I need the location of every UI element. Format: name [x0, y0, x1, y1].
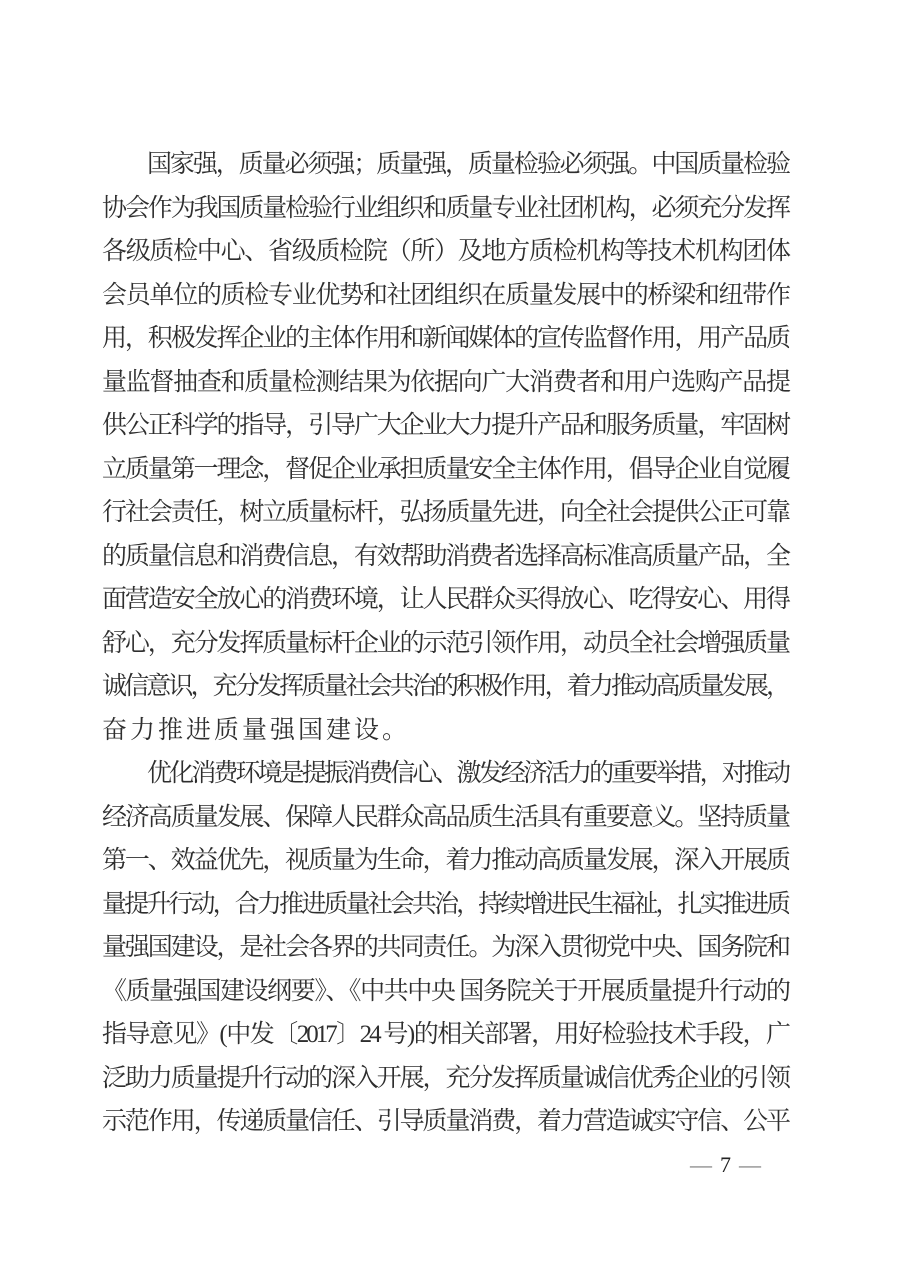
page-number-dash-right: —: [739, 1152, 761, 1177]
text-line: 行社会责任，树立质量标杆，弘扬质量先进，向全社会提供公正可靠: [102, 499, 788, 526]
text-line: 奋力推进质量强国建设。: [102, 716, 411, 744]
page-number-dash-left: —: [690, 1152, 712, 1177]
page-number-value: 7: [720, 1152, 731, 1177]
text-line: 《质量强国建设纲要》、《中共中央 国务院关于开展质量提升行动的: [102, 977, 788, 1005]
text-line: 舒心，充分发挥质量标杆企业的示范引领作用，动员全社会增强质量: [102, 629, 788, 657]
text-line: 指导意见》(中发〔2017〕24 号)的相关部署，用好检验技术手段，广: [102, 1021, 788, 1048]
text-line: 立质量第一理念，督促企业承担质量安全主体作用，倡导企业自觉履: [102, 455, 788, 483]
text-line: 优化消费环境是提振消费信心、激发经济活力的重要举措，对推动: [147, 760, 788, 787]
paragraph-1: [102, 143, 788, 752]
body-text: [102, 143, 788, 1144]
text-line: 协会作为我国质量检验行业组织和质量专业社团机构，必须充分发挥: [102, 194, 788, 222]
text-line: 面营造安全放心的消费环境，让人民群众买得放心、吃得安心、用得: [102, 586, 788, 613]
text-line: 用，积极发挥企业的主体作用和新闻媒体的宣传监督作用，用产品质: [102, 325, 788, 352]
paragraph-2: [102, 752, 788, 1144]
text-line: 供公正科学的指导，引导广大企业大力提升产品和服务质量，牢固树: [102, 412, 788, 439]
text-line: 诚信意识，充分发挥质量社会共治的积极作用，着力推动高质量发展，: [102, 673, 788, 700]
text-line: 国家强，质量必须强；质量强，质量检验必须强。中国质量检验: [147, 151, 788, 178]
text-line: 的质量信息和消费信息，有效帮助消费者选择高标准高质量产品，全: [102, 542, 788, 570]
text-line: 量提升行动，合力推进质量社会共治，持续增进民生福祉，扎实推进质: [102, 890, 788, 918]
text-line: 量监督抽查和质量检测结果为依据向广大消费者和用户选购产品提: [102, 368, 788, 396]
text-line: 第一、效益优先，视质量为生命，着力推动高质量发展，深入开展质: [102, 847, 788, 874]
text-line: 量强国建设，是社会各界的共同责任。为深入贯彻党中央、国务院和: [102, 934, 788, 961]
text-line: 经济高质量发展、保障人民群众高品质生活具有重要意义。坚持质量: [102, 803, 788, 831]
text-line: 各级质检中心、省级质检院（所）及地方质检机构等技术机构团体: [102, 238, 788, 265]
page-number: [684, 1150, 767, 1180]
text-line: 会员单位的质检专业优势和社团组织在质量发展中的桥梁和纽带作: [102, 281, 788, 309]
text-line: 泛助力质量提升行动的深入开展，充分发挥质量诚信优秀企业的引领: [102, 1064, 788, 1092]
text-line: 示范作用，传递质量信任、引导质量消费，着力营造诚实守信、公平: [102, 1108, 788, 1135]
